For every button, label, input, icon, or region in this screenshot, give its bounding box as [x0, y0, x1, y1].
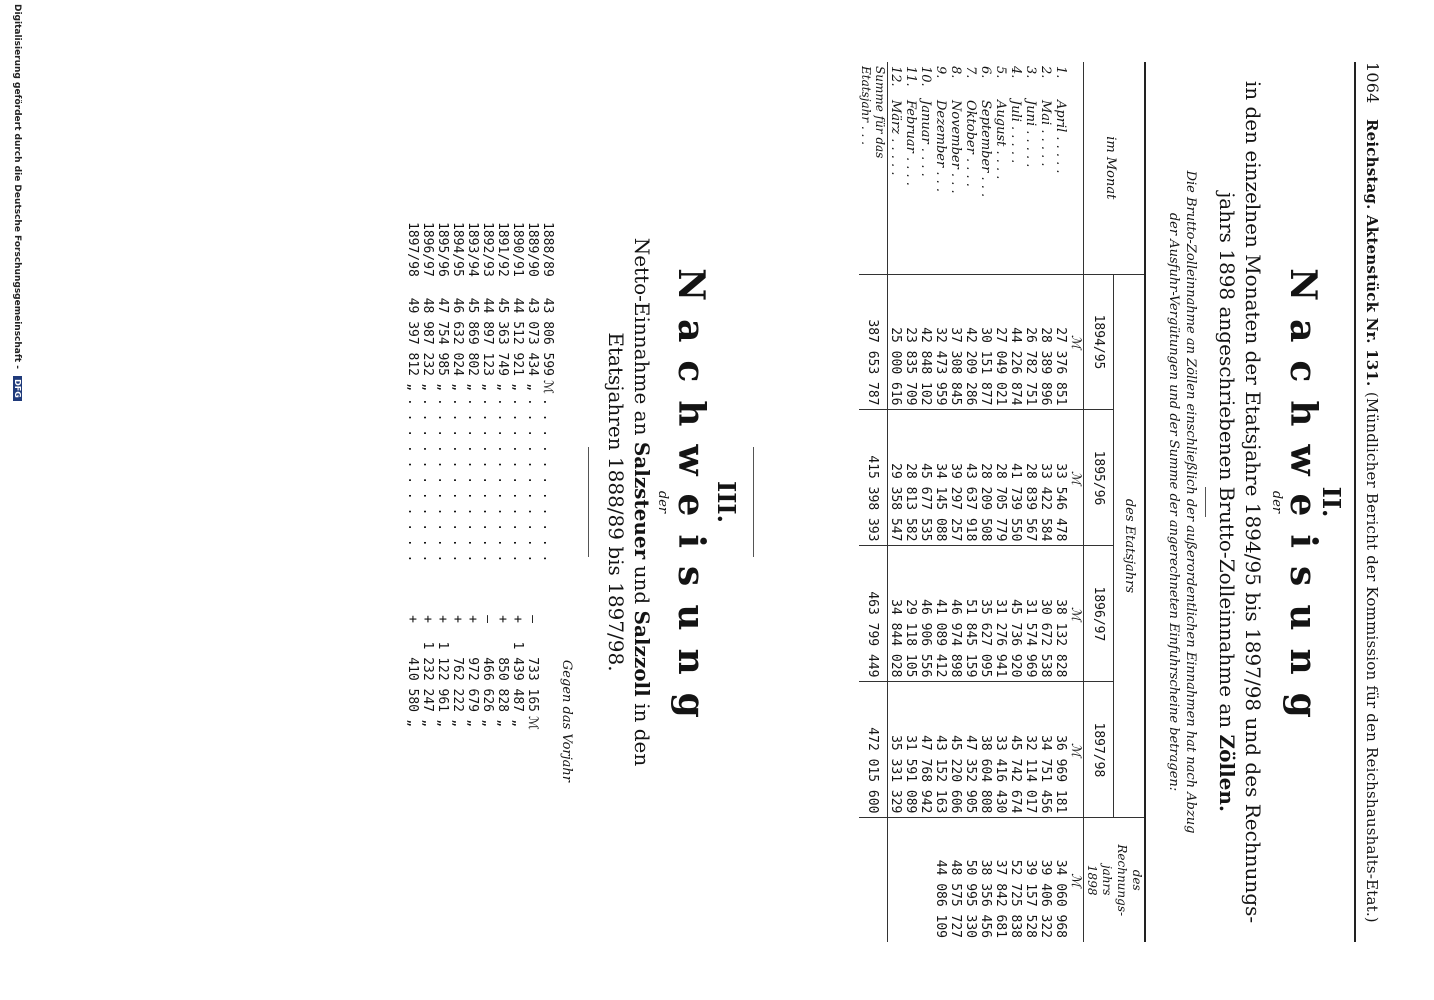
section-2-note-line1: Die Brutto-Zolleinnahme an Zöllen einschließlich der außerordentlichen Einnahmen hat nach Abzug	[1183, 170, 1198, 834]
value-1894-95: 42 209 286	[963, 274, 978, 410]
row-number: 8.	[948, 66, 963, 79]
value-1898	[888, 818, 904, 942]
list-dots: . . . . . . . . . . .	[525, 398, 540, 563]
row-month: November . . .	[948, 100, 963, 194]
list-unit: „	[420, 383, 435, 391]
value-1896-97: 30 672 538	[1038, 546, 1053, 682]
list-year: 1893/94	[465, 222, 480, 277]
list-diff-unit: „	[450, 719, 465, 727]
unit-2: ℳ	[1068, 410, 1084, 546]
list-diff: 972 679	[465, 657, 480, 712]
list-diff: 1 439 487	[510, 641, 525, 712]
list-item	[480, 222, 495, 782]
list-unit: „	[450, 383, 465, 391]
list-year: 1897/98	[405, 222, 420, 277]
value-1897-98: 33 416 430	[993, 682, 1008, 818]
list-sign: +	[465, 615, 480, 623]
value-1897-98: 43 152 163	[933, 682, 948, 818]
section-divider	[753, 447, 754, 557]
row-number: 4.	[1008, 66, 1023, 79]
section-2-note-line2: der Ausfuhr-Vergütungen und der Summe der angerechneten Einfuhrscheine betragen:	[1166, 212, 1181, 792]
list-dots: . . . . . . . . . . .	[435, 398, 450, 563]
table-row	[978, 62, 993, 942]
list-dots: . . . . . . . . . . .	[465, 398, 480, 563]
list-item	[495, 222, 510, 782]
list-unit: „	[525, 383, 540, 391]
value-1898: 44 086 109	[933, 818, 948, 942]
list-item	[540, 222, 555, 782]
section-3-subtitle-line2: Etatsjahren 1888/89 bis 1897/98.	[604, 332, 628, 672]
table-row	[948, 62, 963, 942]
list-diff-unit: „	[435, 719, 450, 727]
value-1894-95: 26 782 751	[1023, 274, 1038, 410]
table-row	[933, 62, 948, 942]
col-year-3: 1896/97	[1084, 546, 1114, 682]
list-year: 1896/97	[420, 222, 435, 277]
section-2-subtitle-line1: in den einzelnen Monaten der Etatsjahre 1894/95 bis 1897/98 und des Rechnungs-	[1241, 80, 1265, 924]
value-1898: 48 575 727	[948, 818, 963, 942]
row-month: März . . . . .	[888, 100, 903, 176]
section-3-der: der	[655, 490, 670, 514]
list-diff: 410 580	[405, 657, 420, 712]
unit-5: ℳ	[1068, 818, 1084, 942]
value-1896-97: 29 118 105	[903, 546, 918, 682]
value-1894-95: 30 151 877	[978, 274, 993, 410]
list-unit: „	[405, 383, 420, 391]
section-2-subtitle-bold: Zöllen.	[1215, 734, 1239, 812]
value-1895-96: 33 546 478	[1053, 410, 1068, 546]
row-month: Oktober . . . .	[963, 100, 978, 187]
list-diff: 1 122 961	[435, 641, 450, 712]
value-1896-97: 38 132 828	[1053, 546, 1068, 682]
subtitle-und: und	[630, 565, 654, 605]
sum-label-line1: Summe für das	[873, 66, 887, 159]
value-1898: 39 157 528	[1023, 818, 1038, 942]
row-number: 6.	[978, 66, 993, 79]
value-1896-97: 46 974 898	[948, 546, 963, 682]
value-1897-98: 38 604 808	[978, 682, 993, 818]
value-1895-96: 28 209 508	[978, 410, 993, 546]
list-dots: . . . . . . . . . . .	[480, 398, 495, 563]
value-1897-98: 32 114 017	[1023, 682, 1038, 818]
list-diff: 850 828	[495, 657, 510, 712]
list-year: 1890/91	[510, 222, 525, 277]
subtitle-prefix: Netto-Einnahme an	[630, 237, 654, 436]
rechnungsjahr-line2: Rechnungs-	[1115, 844, 1129, 917]
value-1896-97: 31 574 969	[1023, 546, 1038, 682]
value-1897-98: 45 220 606	[948, 682, 963, 818]
list-year: 1891/92	[495, 222, 510, 277]
list-diff	[540, 630, 555, 712]
value-1897-98: 31 591 089	[903, 682, 918, 818]
list-diff-unit: „	[420, 719, 435, 727]
list-value: 45 869 802	[465, 297, 480, 376]
section-2-numeral: II.	[1317, 486, 1346, 518]
sum-cell: 463 799 449	[859, 546, 888, 682]
table-row	[888, 62, 904, 942]
row-number: 1.	[1053, 66, 1068, 79]
list-diff: 762 222	[450, 657, 465, 712]
value-1895-96: 28 705 779	[993, 410, 1008, 546]
subtitle-salzzoll: Salzzoll	[630, 610, 654, 697]
section-3-numeral: III.	[712, 480, 741, 524]
document-number: Aktenstück Nr. 131.	[1363, 214, 1381, 387]
list-unit: „	[465, 383, 480, 391]
value-1894-95: 37 308 845	[948, 274, 963, 410]
list-item	[405, 222, 420, 782]
list-year: 1892/93	[480, 222, 495, 277]
col-header-month: im Monat	[1084, 62, 1146, 274]
list-diff-unit	[540, 712, 555, 734]
list-diff-unit: „	[495, 719, 510, 727]
section-3	[405, 62, 754, 942]
sum-cell: 387 653 787	[859, 274, 888, 410]
section-2-subtitle-line2	[1214, 62, 1240, 942]
row-month: August . . . .	[993, 100, 1008, 180]
value-1896-97: 34 844 028	[888, 546, 904, 682]
list-dots: . . . . . . . . . . .	[420, 398, 435, 563]
sum-cell	[859, 818, 888, 942]
list-value: 46 632 024	[450, 297, 465, 376]
value-1898	[903, 818, 918, 942]
table-row	[963, 62, 978, 942]
value-1895-96: 29 358 547	[888, 410, 904, 546]
row-month: Dezember . . .	[933, 100, 948, 193]
value-1894-95: 32 473 959	[933, 274, 948, 410]
value-1894-95: 27 376 851	[1053, 274, 1068, 410]
row-month: Juni . . . . .	[1023, 100, 1038, 168]
list-item	[465, 222, 480, 782]
value-1896-97: 46 906 556	[918, 546, 933, 682]
col-year-1: 1894/95	[1084, 274, 1114, 410]
list-item	[510, 222, 525, 782]
list-diff: 466 626	[480, 657, 495, 712]
sum-label	[859, 62, 888, 274]
header-rule	[1354, 62, 1356, 942]
table-row	[993, 62, 1008, 942]
table-body	[888, 62, 1069, 942]
journal-name: Reichstag.	[1363, 118, 1381, 210]
value-1895-96: 28 839 567	[1023, 410, 1038, 546]
list-dots: . . . . . . . . . . .	[540, 398, 555, 563]
value-1894-95: 23 835 709	[903, 274, 918, 410]
salt-rows	[405, 222, 555, 782]
list-diff-unit: ℳ	[525, 716, 540, 730]
running-header	[1363, 62, 1382, 942]
customs-revenue-table	[859, 62, 1146, 942]
page-number: 1064	[1363, 62, 1382, 104]
list-unit: „	[495, 383, 510, 391]
list-item	[420, 222, 435, 782]
list-diff-unit: „	[465, 719, 480, 727]
value-1894-95: 44 226 874	[1008, 274, 1023, 410]
unit-3: ℳ	[1068, 546, 1084, 682]
list-value: 44 897 123	[480, 297, 495, 376]
row-number: 12.	[888, 66, 903, 87]
list-item	[450, 222, 465, 782]
row-number: 9.	[933, 66, 948, 79]
value-1898: 52 725 838	[1008, 818, 1023, 942]
list-unit: „	[480, 383, 495, 391]
list-value: 45 363 749	[495, 297, 510, 376]
list-unit: ℳ	[540, 380, 555, 394]
table-row	[918, 62, 933, 942]
sum-cell: 415 398 393	[859, 410, 888, 546]
table-row	[1038, 62, 1053, 942]
list-diff: 733 165	[525, 657, 540, 712]
list-year: 1895/96	[435, 222, 450, 277]
col-group-etatsjahr: des Etatsjahrs	[1114, 274, 1145, 818]
list-dots: . . . . . . . . . . .	[495, 398, 510, 563]
row-month: September . . .	[978, 100, 993, 198]
row-number: 2.	[1038, 66, 1053, 79]
section-2-subtitle-block	[1165, 62, 1266, 942]
list-sign: —	[480, 615, 495, 623]
table-row	[1023, 62, 1038, 942]
sum-cell: 472 015 600	[859, 682, 888, 818]
value-1898	[918, 818, 933, 942]
row-month: Januar . . . .	[918, 100, 933, 177]
value-1897-98: 47 768 942	[918, 682, 933, 818]
row-number: 5.	[993, 66, 1008, 79]
digitization-footer	[12, 4, 22, 401]
salt-revenue-list	[405, 222, 574, 782]
list-diff-unit: „	[510, 719, 525, 727]
list-dots: . . . . . . . . . . .	[405, 398, 420, 563]
list-value: 47 754 985	[435, 297, 450, 376]
table-row	[903, 62, 918, 942]
value-1897-98: 45 742 674	[1008, 682, 1023, 818]
value-1894-95: 25 000 616	[888, 274, 904, 410]
list-value: 43 806 599	[540, 297, 555, 376]
value-1896-97: 35 627 095	[978, 546, 993, 682]
section-3-subtitle-line1	[629, 62, 655, 942]
col-year-4: 1897/98	[1084, 682, 1114, 818]
table-row	[1008, 62, 1023, 942]
value-1897-98: 34 751 456	[1038, 682, 1053, 818]
rechnungsjahr-line1: des	[1130, 869, 1144, 891]
section-3-title: Nachweisung	[670, 268, 712, 736]
list-year: 1889/90	[525, 222, 540, 277]
short-divider	[1205, 487, 1206, 517]
list-sign: +	[420, 615, 435, 623]
subtitle-salzsteuer: Salzsteuer	[630, 441, 654, 560]
row-month: Februar . . . .	[903, 100, 918, 186]
list-sign: +	[405, 615, 420, 623]
list-dots: . . . . . . . . . . .	[450, 398, 465, 563]
value-1896-97: 31 276 941	[993, 546, 1008, 682]
col-year-2: 1895/96	[1084, 410, 1114, 546]
value-1896-97: 45 736 920	[1008, 546, 1023, 682]
row-number: 7.	[963, 66, 978, 79]
row-number: 11.	[903, 66, 918, 87]
value-1895-96: 34 145 088	[933, 410, 948, 546]
list-item	[525, 222, 540, 782]
header-context: (Mündlicher Bericht der Kommission für den Reichshaushalts-Etat.)	[1363, 391, 1381, 923]
value-1897-98: 36 969 181	[1053, 682, 1068, 818]
row-month: April . . . . .	[1053, 100, 1068, 174]
section-divider-2	[588, 447, 589, 557]
list-diff-unit: „	[405, 719, 420, 727]
rechnungsjahr-line3: jahrs	[1100, 864, 1114, 896]
list-value: 48 987 232	[420, 297, 435, 376]
list-value: 44 512 921	[510, 297, 525, 376]
value-1895-96: 33 422 584	[1038, 410, 1053, 546]
row-month: Juli . . . . .	[1008, 100, 1023, 164]
value-1896-97: 51 845 159	[963, 546, 978, 682]
list-dots: . . . . . . . . . . .	[510, 398, 525, 563]
value-1896-97: 41 089 412	[933, 546, 948, 682]
footer-text: Digitalisierung gefördert durch die Deutsche Forschungsgemeinschaft -	[12, 4, 22, 369]
value-1895-96: 41 739 550	[1008, 410, 1023, 546]
unit-1: ℳ	[1068, 274, 1084, 410]
row-month: Mai . . . . .	[1038, 100, 1053, 167]
list-year: 1888/89	[540, 222, 555, 277]
list-sign: —	[525, 615, 540, 623]
value-1898: 39 406 322	[1038, 818, 1053, 942]
list-item	[435, 222, 450, 782]
list-sign	[540, 608, 555, 630]
list-value: 49 397 812	[405, 297, 420, 376]
col-header-vorjahr: Gegen das Vorjahr	[559, 659, 574, 782]
value-1894-95: 28 389 896	[1038, 274, 1053, 410]
value-1895-96: 39 297 257	[948, 410, 963, 546]
value-1895-96: 43 637 918	[963, 410, 978, 546]
value-1895-96: 45 677 535	[918, 410, 933, 546]
value-1898: 37 842 681	[993, 818, 1008, 942]
list-sign: +	[450, 615, 465, 623]
list-diff-unit: „	[480, 719, 495, 727]
list-sign: +	[510, 615, 525, 623]
section-2-der: der	[1269, 490, 1284, 514]
list-year: 1894/95	[450, 222, 465, 277]
list-sign: +	[435, 615, 450, 623]
value-1897-98: 47 352 905	[963, 682, 978, 818]
list-diff: 1 232 247	[420, 641, 435, 712]
table-row	[1053, 62, 1068, 942]
value-1898: 50 995 330	[963, 818, 978, 942]
rechnungsjahr-line4: 1898	[1085, 864, 1099, 896]
value-1897-98: 35 331 329	[888, 682, 904, 818]
value-1898: 38 356 456	[978, 818, 993, 942]
list-value: 43 073 434	[525, 297, 540, 376]
value-1895-96: 28 813 582	[903, 410, 918, 546]
row-number: 10.	[918, 66, 933, 87]
value-1894-95: 27 049 021	[993, 274, 1008, 410]
section-2-subtitle-text: jahrs 1898 angeschriebenen Brutto-Zolleinnahme an	[1215, 192, 1239, 729]
list-unit: „	[510, 383, 525, 391]
section-2-title: Nachweisung	[1282, 268, 1324, 736]
value-1894-95: 42 848 102	[918, 274, 933, 410]
list-unit: „	[435, 383, 450, 391]
dfg-logo: DFG	[13, 376, 22, 401]
unit-4: ℳ	[1068, 682, 1084, 818]
sum-label-line2: Etatsjahr . . .	[859, 66, 873, 145]
list-sign: +	[495, 615, 510, 623]
value-1898: 34 060 968	[1053, 818, 1068, 942]
subtitle-suffix: in den	[630, 703, 654, 767]
row-number: 3.	[1023, 66, 1038, 79]
col-group-rechnungsjahr	[1084, 818, 1146, 942]
